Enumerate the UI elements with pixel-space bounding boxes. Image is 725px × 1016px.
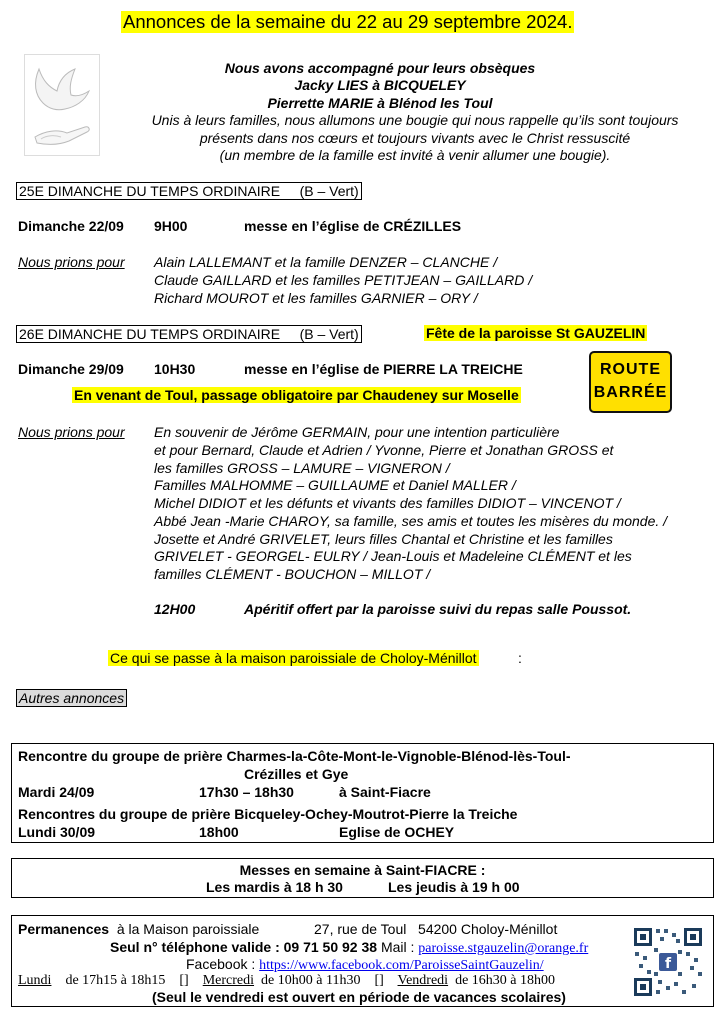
mail-link[interactable]: paroisse.stgauzelin@orange.fr <box>418 941 589 956</box>
sunday-26-prayer-8: GRIVELET - GEORGEL- EULRY / Jean-Louis et Madeleine CLÉMENT et les <box>154 548 632 564</box>
sunday-25-pray-label: Nous prions pour <box>18 254 125 270</box>
prayer-group-2-time: 18h00 <box>199 824 239 840</box>
svg-text:f: f <box>664 956 672 972</box>
hours-wednesday-label: Mercredi <box>202 973 255 988</box>
phone-mail-line <box>110 939 588 957</box>
hours-friday-label: Vendredi <box>397 973 449 988</box>
sunday-26-prayer-7: Josette et André GRIVELET, leurs filles Chantal et Christine et les familles <box>154 531 613 547</box>
prayer-group-1-place: à Saint-Fiacre <box>339 784 431 800</box>
phone-number: Seul n° téléphone valide : 09 71 50 92 38 <box>110 939 378 955</box>
sunday-26-prayer-4: Familles MALHOMME – GUILLAUME et Daniel MALLER / <box>154 477 516 493</box>
sunday-26-time: 10H30 <box>154 361 196 377</box>
sunday-26-day: Dimanche 29/09 <box>18 361 124 377</box>
sunday-26-pray-label: Nous prions pour <box>18 424 125 440</box>
road-closed-sign <box>589 351 672 413</box>
hours-monday: de 17h15 à 18h15 <box>65 973 166 988</box>
facebook-label: Facebook : <box>186 956 256 972</box>
weekday-masses-title: Messes en semaine à Saint-FIACRE : <box>239 862 486 878</box>
facebook-link[interactable]: https://www.facebook.com/ParoisseSaintGauzelin/ <box>259 958 544 973</box>
road-sign-line-1: ROUTE <box>600 361 661 378</box>
maison-paroissiale-heading: Ce qui se passe à la maison paroissiale de Choloy-Ménillot <box>110 650 477 666</box>
permanences-label: Permanences <box>18 921 110 937</box>
obituary-name-1: Jacky LIES à BICQUELEY <box>294 77 466 93</box>
page-title: Annonces de la semaine du 22 au 29 septembre 2024. <box>123 11 573 32</box>
aperitif-time: 12H00 <box>154 601 196 617</box>
road-sign-line-2: BARRÉE <box>593 384 668 401</box>
sunday-26-prayer-2: et pour Bernard, Claude et Adrien / Yvonne, Pierre et Jonathan GROSS et <box>154 442 614 458</box>
hours-friday: de 16h30 à 18h00 <box>455 973 556 988</box>
sunday-26-heading: 26E DIMANCHE DU TEMPS ORDINAIRE (B – Vert) <box>16 325 362 343</box>
obituary-text-3: (un membre de la famille est invité à venir allumer une bougie). <box>219 147 611 163</box>
other-announcements-heading: Autres annonces <box>16 689 127 707</box>
prayer-group-2-title: Rencontres du groupe de prière Bicqueley-Ochey-Moutrot-Pierre la Treiche <box>18 806 518 822</box>
prayer-group-2-day: Lundi 30/09 <box>18 824 96 840</box>
prayer-group-1-day: Mardi 24/09 <box>18 784 95 800</box>
sunday-26-mass: messe en l’église de PIERRE LA TREICHE <box>244 361 523 377</box>
aperitif-text: Apéritif offert par la paroisse suivi du repas salle Poussot. <box>244 601 632 617</box>
weekday-mass-thursday: Les jeudis à 19 h 00 <box>388 879 520 895</box>
prayer-group-1-title-cont: Crézilles et Gye <box>244 766 349 782</box>
hours-wednesday: de 10h00 à 11h30 <box>261 973 361 988</box>
maison-colon: : <box>518 650 522 666</box>
permanences-box <box>11 915 714 1007</box>
dove-icon <box>25 55 99 155</box>
weekday-masses-box <box>11 858 714 898</box>
sunday-25-prayer-3: Richard MOUROT et les familles GARNIER – ORY / <box>154 290 478 306</box>
sunday-26-prayer-1: En souvenir de Jérôme GERMAIN, pour une intention particulière <box>154 424 560 440</box>
hours-separator-2: [] <box>374 973 384 988</box>
qr-code-icon <box>632 926 704 998</box>
sunday-26-prayer-5: Michel DIDIOT et les défunts et vivants des familles DIDIOT – VINCENOT / <box>154 495 621 511</box>
permanences-address: 27, rue de Toul 54200 Choloy-Ménillot <box>314 921 558 937</box>
permanences-line <box>18 921 259 937</box>
prayer-group-2-place: Eglise de OCHEY <box>339 824 455 840</box>
sunday-25-prayer-2: Claude GAILLARD et les familles PETITJEAN – GAILLARD / <box>154 272 533 288</box>
hours-line <box>18 973 555 989</box>
sunday-25-heading: 25E DIMANCHE DU TEMPS ORDINAIRE (B – Vert) <box>16 182 362 200</box>
obituary-text-1: Unis à leurs familles, nous allumons une bougie qui nous rappelle qu’ils sont toujours <box>151 112 679 128</box>
obituary-name-2: Pierrette MARIE à Blénod les Toul <box>267 95 493 111</box>
prayer-groups-box <box>11 743 714 843</box>
obituary-text-2: présents dans nos cœurs et toujours vivants avec le Christ ressuscité <box>199 130 631 146</box>
permanences-where: à la Maison paroissiale <box>116 921 260 937</box>
dove-hands-image <box>24 54 100 156</box>
mail-label: Mail : <box>380 939 415 955</box>
qr-code-image[interactable] <box>632 926 704 998</box>
hours-monday-label: Lundi <box>18 973 52 988</box>
sunday-25-prayer-1: Alain LALLEMANT et la famille DENZER – CLANCHE / <box>154 254 498 270</box>
prayer-group-1-time: 17h30 – 18h30 <box>199 784 294 800</box>
sunday-25-day: Dimanche 22/09 <box>18 218 124 234</box>
facebook-line <box>186 956 544 974</box>
weekday-mass-tuesday: Les mardis à 18 h 30 <box>206 879 343 895</box>
holiday-note: (Seul le vendredi est ouvert en période de vacances scolaires) <box>152 989 566 1005</box>
sunday-26-prayer-9: familles CLÉMENT - BOUCHON – MILLOT / <box>154 566 431 582</box>
hours-separator-1: [] <box>179 973 189 988</box>
detour-notice: En venant de Toul, passage obligatoire par Chaudeney sur Moselle <box>74 387 519 403</box>
sunday-26-prayer-6: Abbé Jean -Marie CHAROY, sa famille, ses amis et toutes les misères du monde. / <box>154 513 668 529</box>
prayer-group-1-title: Rencontre du groupe de prière Charmes-la-Côte-Mont-le-Vignoble-Blénod-lès-Toul- <box>18 748 571 764</box>
sunday-25-time: 9H00 <box>154 218 188 234</box>
obituary-intro: Nous avons accompagné pour leurs obsèques <box>224 60 536 76</box>
sunday-26-prayer-3: les familles GROSS – LAMURE – VIGNERON / <box>154 460 450 476</box>
sunday-25-mass: messe en l’église de CRÉZILLES <box>244 218 462 234</box>
parish-feast: Fête de la paroisse St GAUZELIN <box>426 325 646 341</box>
